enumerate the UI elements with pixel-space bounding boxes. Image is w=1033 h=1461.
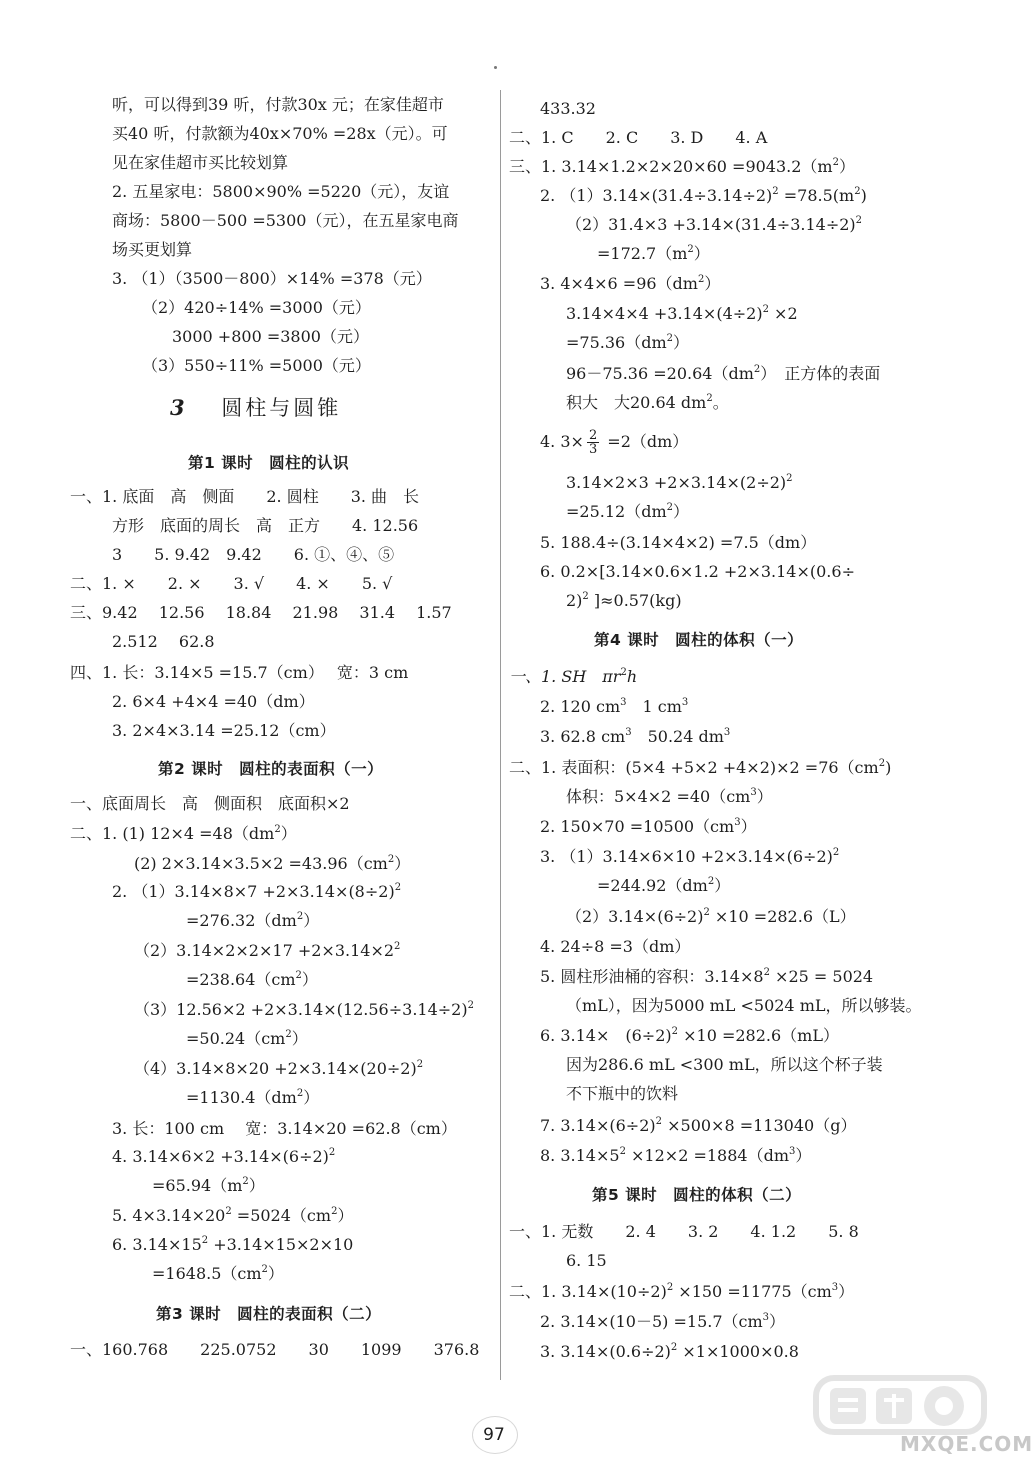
- text-line: 4. 24÷8 =3（dm）: [540, 937, 691, 956]
- text-line: 3. 62.8 $cm^3$ 50.24 $dm^3$: [540, 727, 731, 746]
- text-line: 买40 听，付款额为40x×70% =28x（元）。可: [112, 124, 448, 143]
- text-line: 2. $(1)3.14\times(31.4\div 3.14\div 2)^2 =78.5(m^2)$: [540, 186, 867, 205]
- text-line: 二、1. (1) $12\times 4 =48(dm^2)$: [70, 824, 297, 843]
- text-line: 三、1. $3.14\times 1.2\times 2\times 20\times 60 =9043.2(m^2)$: [509, 157, 855, 176]
- text-line: 433.32: [540, 99, 596, 118]
- text-line: 6. $3.14\times 15^2 +3.14\times 15\times 2\times 10$: [112, 1235, 354, 1254]
- text-line: 2. $(1)3.14\times 8\times 7 +2\times 3.14\times(8\div 2)^2$: [112, 882, 402, 901]
- text-line: $=1648.5(cm^2)$: [152, 1264, 284, 1283]
- text-line: 3. （1）（3500－800）×14% =378（元）: [112, 269, 432, 288]
- text-line: 6. 15: [566, 1251, 607, 1270]
- text-line: $(2)31.4\times 3 +3.14\times(31.4\div 3.14\div 2)^2$: [566, 215, 863, 234]
- text-line: 2)$^2$ ]≈0.57(kg): [566, 591, 682, 610]
- lesson-heading: 第5 课时 圆柱的体积（二）: [592, 1186, 802, 1204]
- text-line: 场买更划算: [112, 240, 193, 259]
- text-line: 一、160.768 225.0752 30 1099 376.8: [70, 1340, 480, 1359]
- lesson-heading: 第1 课时 圆柱的认识: [188, 454, 350, 472]
- text-line: （3）550÷11% =5000（元）: [142, 356, 371, 375]
- text-line: 3 5. 9.42 9.42 6. ①、④、⑤: [112, 545, 395, 564]
- text-line: 6. 3.14× $(6\div 2)^2 \times 10 =282.6(mL)$: [540, 1026, 839, 1045]
- text-line: $(2)3.14\times 2\times 2\times 17 +2\times 3.14\times 2^2$: [134, 941, 401, 960]
- chapter-number: 3: [170, 395, 188, 420]
- fraction: $\frac{2}{3}$: [588, 428, 598, 457]
- text-line: $3.14\times 4\times 4 +3.14\times(4\div 2)^2 \times 2$: [566, 304, 798, 323]
- text-line: 积大 大20.64 $dm^2$。: [566, 393, 729, 412]
- text-line: $=25.12(dm^2)$: [566, 502, 690, 521]
- column-divider: [500, 90, 501, 1380]
- text-line: 不下瓶中的饮料: [566, 1084, 679, 1103]
- text-line: 3. $4\times 4\times 6 =96(dm^2)$: [540, 274, 721, 293]
- text-line: 二、1. × 2. × 3. √ 4. × 5. √: [70, 574, 393, 593]
- scan-dot: [494, 66, 497, 69]
- text-line: $=276.32(dm^2)$: [186, 911, 320, 930]
- text-line: 2. 五星家电：5800×90% =5220（元），友谊: [112, 182, 450, 201]
- text-line: (2) $2\times 3.14\times 3.5\times 2 =43.96(cm^2)$: [134, 854, 411, 873]
- text-line: （mL），因为5000 mL <5024 mL，所以够装。: [566, 996, 922, 1015]
- text-line: $(4)3.14\times 8\times 20 +2\times 3.14\times(20\div 2)^2$: [134, 1059, 424, 1078]
- text-line: $3.14\times 2\times 3 +2\times 3.14\times(2\div 2)^2$: [566, 473, 793, 492]
- watermark-site: MXQE.COM: [900, 1432, 1033, 1456]
- text-line: 2.512 62.8: [112, 632, 215, 651]
- text-line: $(2)3.14\times(6\div 2)^2 \times 10 =282.6(L)$: [566, 907, 856, 926]
- text-line: 4. $3.14\times 6\times 2 +3.14\times(6\div 2)^2$: [112, 1147, 336, 1166]
- text-line: 四、1. 长：3.14×5 =15.7（cm） 宽：3 cm: [70, 663, 409, 682]
- text-line: 3. $(1)3.14\times 6\times 10 +2\times 3.14\times(6\div 2)^2$: [540, 847, 840, 866]
- text-line: 2. $3.14\times(10-5) =15.7(cm^3)$: [540, 1312, 786, 1331]
- text-line: 商场：5800－500 =5300（元），在五星家电商: [112, 211, 459, 230]
- text-line: 二、1. 表面积：$(5\times 4 +5\times 2 +4\times 2)\times 2 =76(cm^2)$: [509, 758, 892, 777]
- text-line: 2. 6×4 +4×4 =40（dm）: [112, 692, 315, 711]
- text-line: $(3)12.56\times 2 +2\times 3.14\times(12.56\div 3.14\div 2)^2$: [134, 1000, 474, 1019]
- text-line: 体积：$5\times 4\times 2 =40(cm^3)$: [566, 787, 773, 806]
- text-line: 3. 2×4×3.14 =25.12（cm）: [112, 721, 336, 740]
- text-line: 6. 0.2×[3.14×0.6×1.2 +2×3.14×(0.6÷: [540, 562, 855, 581]
- text-line: 8. $3.14\times 5^2 \times 12\times 2 =1884(dm^3)$: [540, 1146, 812, 1165]
- text-line: 一、1. 无数 2. 4 3. 2 4. 1.2 5. 8: [509, 1222, 859, 1241]
- chapter-name: 圆柱与圆锥: [221, 396, 342, 420]
- text-line: $=1130.4(dm^2)$: [186, 1088, 320, 1107]
- text-line: 5. 圆柱形油桶的容积：$3.14\times 8^2 \times 25 = 5024$: [540, 967, 874, 986]
- text-line: 方形 底面的周长 高 正方 4. 12.56: [112, 516, 419, 535]
- text-line: $=50.24(cm^2)$: [186, 1029, 308, 1048]
- lesson-heading: 第4 课时 圆柱的体积（一）: [594, 631, 804, 649]
- text-line: 一、1. SH $\pi r^2h$: [509, 667, 638, 686]
- text-line: $=75.36(dm^2)$: [566, 333, 690, 352]
- text-line: 3. 长：100 cm 宽：3.14×20 =62.8（cm）: [112, 1119, 457, 1138]
- text-line: $=172.7(m^2)$: [597, 244, 710, 263]
- text-line: 5. 188.4÷(3.14×4×2) =7.5（dm）: [540, 533, 817, 552]
- text-line: 3000 +800 =3800（元）: [172, 327, 369, 346]
- text-line: 3. $3.14\times(0.6\div 2)^2 \times 1\times 1000\times 0.8$: [540, 1342, 799, 1361]
- lesson-heading: 第2 课时 圆柱的表面积（一）: [158, 760, 384, 778]
- text-line: 2. $150\times 70 =10500(cm^3)$: [540, 817, 757, 836]
- text-line: 二、1. $3.14\times(10\div 2)^2 \times 150 =11775(cm^3)$: [509, 1282, 855, 1301]
- text-line: 4. 3× $\frac{2}{3}$ =2（dm）: [540, 428, 689, 457]
- text-line: 见在家佳超市买比较划算: [112, 153, 289, 172]
- text-line: 听，可以得到39 听，付款30x 元；在家佳超市: [112, 95, 444, 114]
- chapter-title: [170, 396, 341, 422]
- text-line: 2. 120 $cm^3$ 1 $cm^3$: [540, 697, 689, 716]
- text-line: 5. $4\times 3.14\times 20^2 =5024(cm^2)$: [112, 1206, 354, 1225]
- text-line: 三、9.42 12.56 18.84 21.98 31.4 1.57: [70, 603, 452, 622]
- text-line: 7. $3.14\times(6\div 2)^2 \times 500\times 8 =113040(g)$: [540, 1116, 857, 1135]
- text-line: 二、1. C 2. C 3. D 4. A: [509, 128, 768, 147]
- lesson-heading: 第3 课时 圆柱的表面积（二）: [156, 1305, 382, 1323]
- text-line: 一、底面周长 高 侧面积 底面积×2: [70, 794, 350, 813]
- text-line: $=244.92(dm^2)$: [597, 876, 731, 895]
- text-line: （2）420÷14% =3000（元）: [142, 298, 371, 317]
- text-line: 因为286.6 mL <300 mL，所以这个杯子装: [566, 1055, 883, 1074]
- text-line: $=238.64(cm^2)$: [186, 970, 318, 989]
- page-number: 97: [474, 1418, 514, 1452]
- text-line: $96-75.36 =20.64(dm^2)$ 正方体的表面: [566, 364, 881, 383]
- text-line: 一、1. 底面 高 侧面 2. 圆柱 3. 曲 长: [70, 487, 420, 506]
- text-line: $=65.94(m^2)$: [152, 1176, 265, 1195]
